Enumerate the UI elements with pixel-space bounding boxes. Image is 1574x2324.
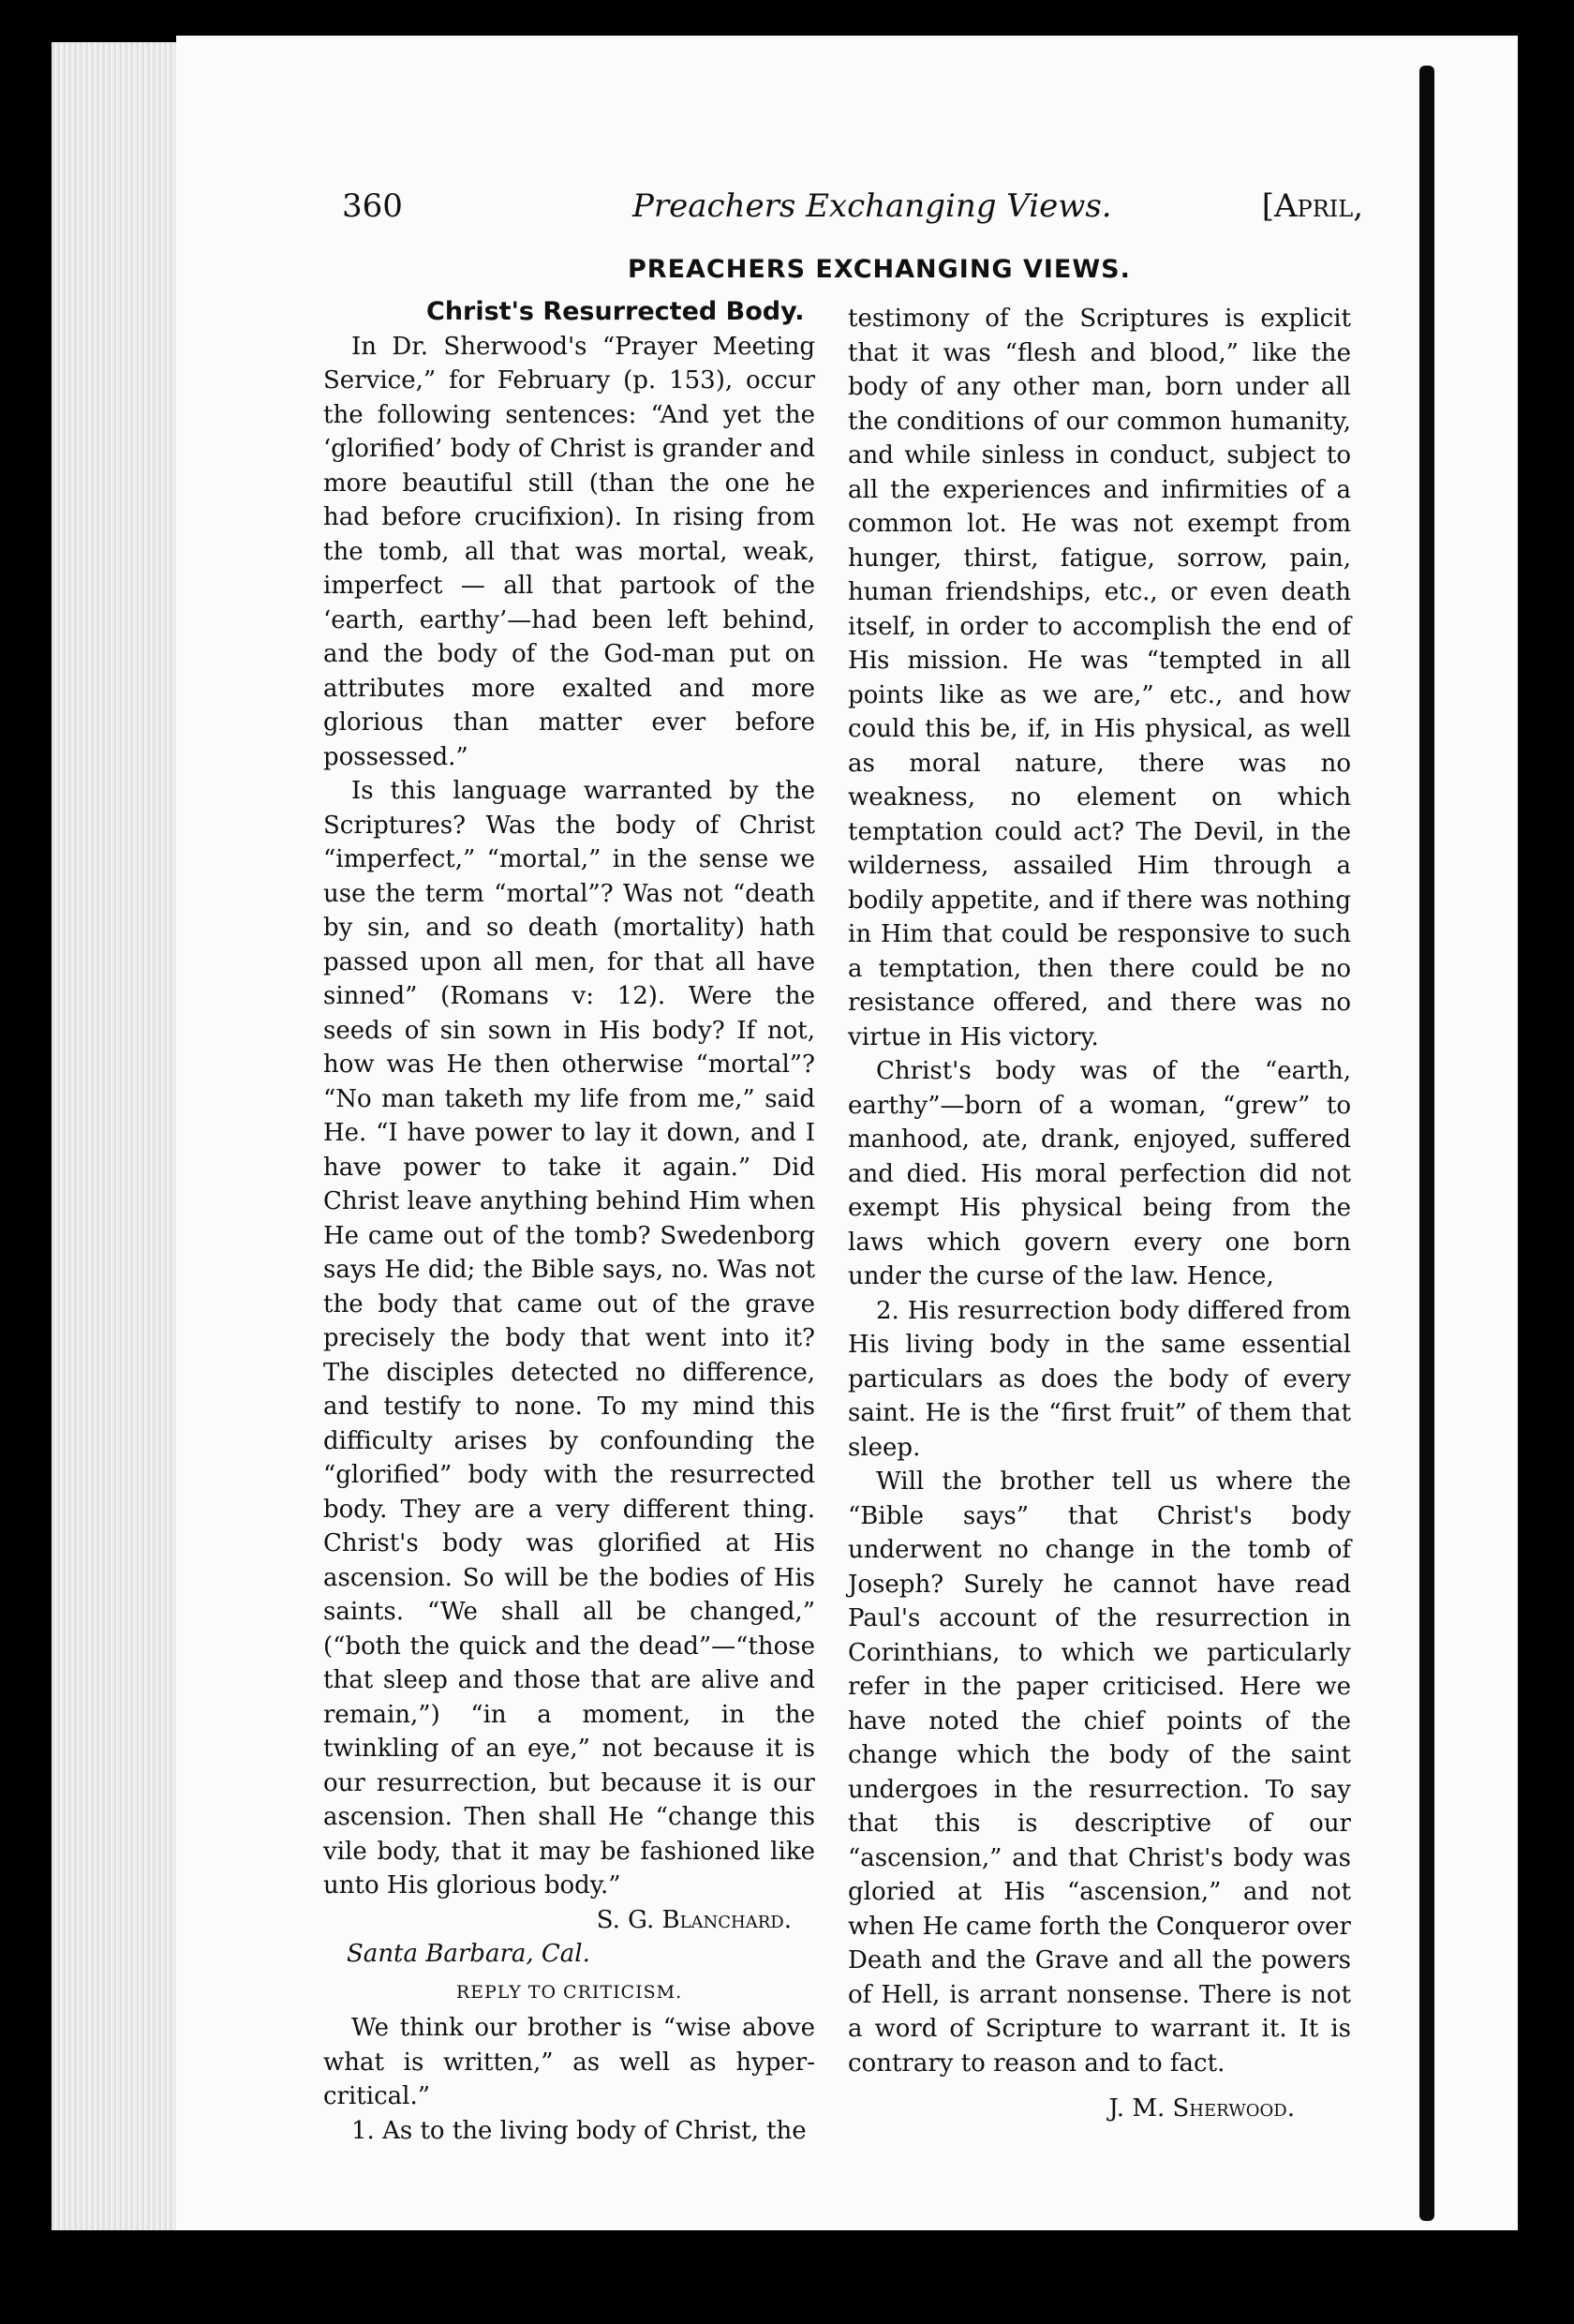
right-column: [848, 302, 1351, 2126]
reply-paragraph-3: Christ's body was of the “earth, earthy”—born of a woman, “grew” to manhood, ate, drank, enjoyed, suffered and died. His moral perfection did not exempt His physical being from the laws which govern every one born under the curse of the law. Hence,: [848, 1057, 1351, 1290]
page-number: 360: [342, 187, 403, 225]
reply-paragraph-5: Will the brother tell us where the “Bible says” that Christ's body underwent no change in the tomb of Joseph? Surely he cannot have read Paul's account of the resurrection in Corinthians, to which we particularly refer in the paper criticised. Here we have noted the chief points of the change which the body of the saint undergoes in the resurrection. To say that this is descriptive of our “ascension,” and that Christ's body was gloried at His “ascension,” and not when He came forth the Conqueror over Death and the Grave and all the powers of Hell, is arrant nonsense. There is not a word of Scripture to warrant it. It is contrary to reason and to fact.: [848, 1467, 1351, 2078]
article-place: Santa Barbara, Cal.: [347, 1940, 590, 1968]
reply-heading: REPLY TO CRITICISM.: [455, 1981, 683, 2003]
reply-signature: J. M. Sherwood.: [1108, 2094, 1295, 2123]
page-header: [342, 187, 1363, 234]
article-paragraph-1: In Dr. Sherwood's “Prayer Meeting Service,” for February (p. 153), occur the following sentences: “And yet the ‘glorified’ body of Christ is grander and more beautiful still (than the one he had before crucifixion). In rising from the tomb, all that was mortal, weak, imperfect — all that partook of the ‘earth, earthy’—had been left behind, and the body of the God-man put on attributes more exalted and more glorious than matter ever before possessed.”: [323, 332, 815, 771]
running-head: Preachers Exchanging Views.: [632, 187, 1112, 225]
article-paragraph-2: Is this language warranted by the Scriptures? Was the body of Christ “imperfect,” “mortal,” in the sense we use the term “mortal”? Was not “death by sin, and so death (mortality) hath passed upon all men, for that all have sinned” (Romans v: 12). Were the seeds of sin sown in His body? If not, how was He then otherwise “mortal”? “No man taketh my life from me,” said He. “I have power to lay it down, and I have power to take it again.” Did Christ leave anything behind Him when He came out of the tomb? Swedenborg says He did; the Bible says, no. Was not the body that came out of the grave precisely the body that went into it? The disciples detected no difference, and testify to none. To my mind this difficulty arises by confounding the “glorified” body with the resurrected body. They are a very different thing. Christ's body was glorified at His ascension. So will be the bodies of His saints. “We shall all be changed,” (“both the quick and the dead”—“those that sleep and those that are alive and remain,”) “in a moment, in the twinkling of an eye,” not because it is our resurrection, but because it is our ascension. Then shall He “change this vile body, that it may be fashioned like unto His glorious body.”: [323, 777, 815, 1899]
reply-paragraph-1: We think our brother is “wise above what is written,” as well as hyper-critical.”: [323, 2014, 815, 2110]
book-spine-shadow: [1419, 66, 1434, 2221]
section-heading: PREACHERS EXCHANGING VIEWS.: [628, 255, 1131, 284]
book-page-edges: [52, 42, 187, 2230]
reply-paragraph-2-start: 1. As to the living body of Christ, the: [351, 2116, 807, 2145]
left-column: [323, 295, 815, 2148]
article-signature: S. G. Blanchard.: [596, 1905, 792, 1934]
reply-paragraph-4: 2. His resurrection body differed from His living body in the same essential particulars as does the body of every saint. He is the “first fruit” of them that sleep.: [848, 1296, 1351, 1462]
header-month: [April,: [1261, 187, 1363, 225]
article-title: Christ's Resurrected Body.: [426, 297, 805, 326]
reply-paragraph-2-continued: testimony of the Scriptures is explicit that it was “flesh and blood,” like the body of any other man, born under all the conditions of our common humanity, and while sinless in conduct, subject to all the experiences and infirmities of a common lot. He was not exempt from hunger, thirst, fatigue, sorrow, pain, human friendships, etc., or even death itself, in order to accomplish the end of His mission. He was “tempted in all points like as we are,” etc., and how could this be, if, in His physical, as well as moral nature, there was no weakness, no element on which temptation could act? The Devil, in the wilderness, assailed Him through a bodily appetite, and if there was nothing in Him that could be responsive to such a temptation, then there could be no resistance offered, and there was no virtue in His victory.: [848, 305, 1351, 1051]
